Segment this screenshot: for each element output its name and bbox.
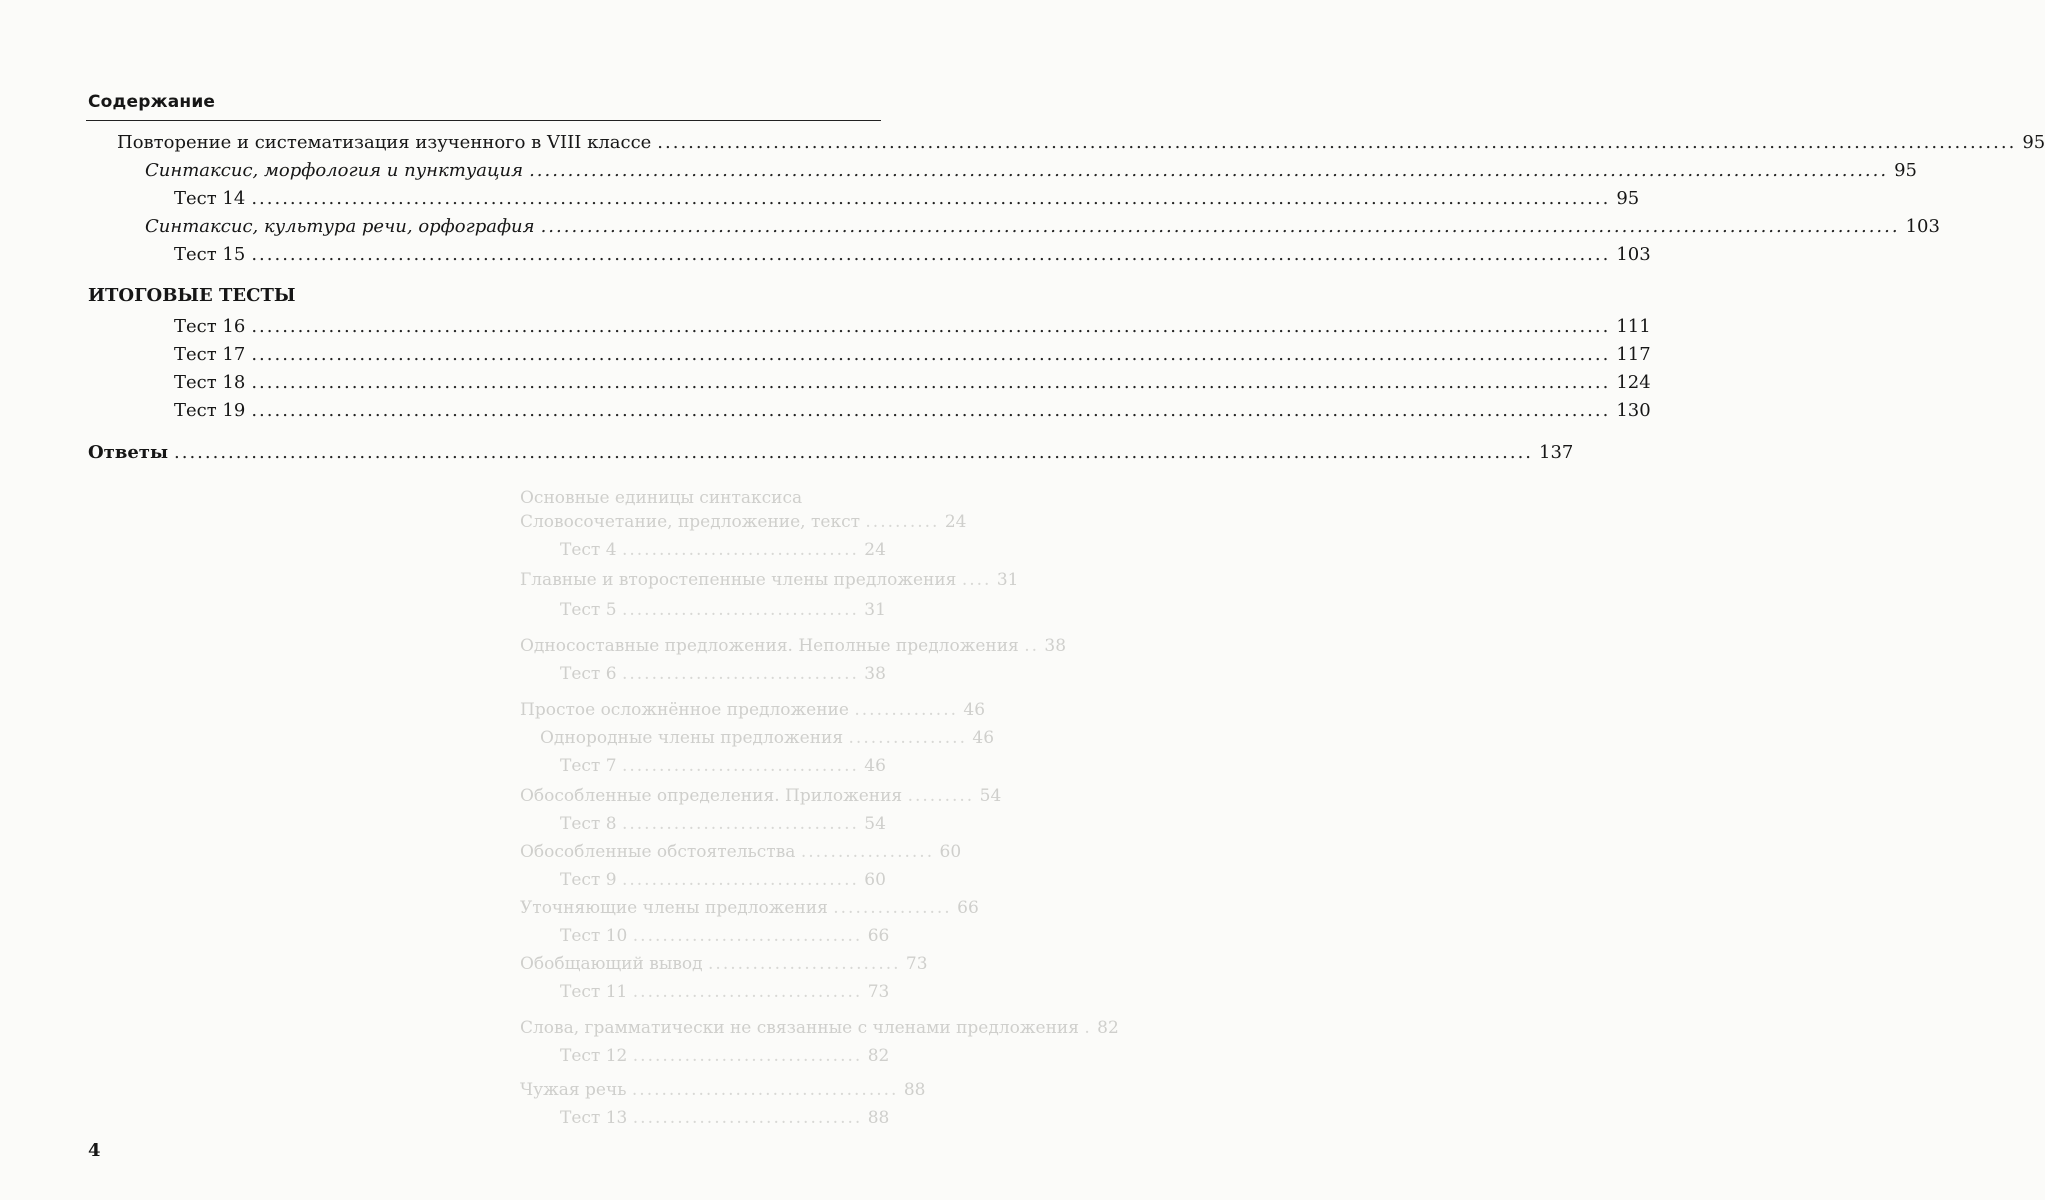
toc-entry-label: Тест 17 bbox=[174, 344, 246, 365]
page-number: 4 bbox=[88, 1140, 101, 1161]
toc-entry-label: Тест 16 bbox=[174, 316, 246, 337]
header-rule bbox=[86, 120, 881, 121]
toc-entry-label: Повторение и систематизация изученного в VIII классе bbox=[117, 132, 652, 153]
toc-entry-page: 103 bbox=[1905, 216, 1940, 237]
leader-dots bbox=[251, 244, 1610, 265]
leader-dots bbox=[541, 216, 1900, 237]
toc-entry-test-18 bbox=[174, 372, 1651, 398]
toc-entry-page: 95 bbox=[2022, 132, 2045, 153]
toc-entry-answers bbox=[88, 442, 1574, 468]
toc-entry-test-17 bbox=[174, 344, 1651, 370]
toc-entry-test-15 bbox=[174, 244, 1651, 270]
toc-entry-syntax-culture bbox=[145, 216, 1940, 242]
toc-entry-syntax-morphology bbox=[145, 160, 1917, 186]
toc-entry-label: Тест 18 bbox=[174, 372, 246, 393]
toc-entry-test-14 bbox=[174, 188, 1640, 214]
toc-entry-label: Тест 19 bbox=[174, 400, 246, 421]
leader-dots bbox=[251, 316, 1610, 337]
toc-entry-page: 95 bbox=[1616, 188, 1640, 209]
toc-entry-test-19 bbox=[174, 400, 1651, 426]
toc-entry-page: 111 bbox=[1616, 316, 1651, 337]
toc-entry-review bbox=[117, 132, 2045, 158]
toc-entry-label: Ответы bbox=[88, 442, 168, 463]
contents-heading: Содержание bbox=[88, 92, 216, 112]
book-page: Основные единицы синтаксиса Словосочетание, предложение, текст .......... 24 Тест 4 ................................ 24 Главные и второстепенные члены предложения .... 31 Тест 5 ................................ 31 Односоставные предложения. Неполные предложения .. 38 Тест 6 ................................ 38 Простое осложнённое предложение .............. 46 Однородные члены предложения ................ 46 Тест 7 ................................ 46 Обособленные определения. Приложения ......... 54 Тест 8 ................................ 54 Обособленные обстоятельства .................. 60 Тест 9 ................................ 60 Уточняющие члены предложения ................ 66 Тест 10 ............................... 66 Обобщающий вывод .......................... 73 Тест 11 ............................... 73 Слова, грамматически не связанные с членами предложения . 82 Тест 12 ............................... 82 Чужая речь .................................... 88 Тест 13 ............................... 88 Содержание Повторение и систематизация изученного в VIII классе ..... 95 Синтаксис, морфология и пунктуация ..... 95 Тест 14 ..... 95 Синтаксис, культура речи, орфография ..... 103 Тест 15 ..... 103 ИТОГОВЫЕ ТЕСТЫ Тест 16 ..... 111 Тест 17 ..... 117 Тест 18 ..... 124 Тест 19 ..... 130 Ответы ..... 137 4 bbox=[0, 0, 900, 1200]
toc-entry-label: Синтаксис, культура речи, орфография bbox=[145, 216, 535, 237]
toc-entry-test-16 bbox=[174, 316, 1651, 342]
toc-entry-label: Тест 15 bbox=[174, 244, 246, 265]
leader-dots bbox=[657, 132, 2016, 153]
section-title-final-tests: ИТОГОВЫЕ ТЕСТЫ bbox=[88, 285, 296, 306]
toc-entry-page: 103 bbox=[1616, 244, 1651, 265]
leader-dots bbox=[174, 442, 1533, 463]
leader-dots bbox=[251, 400, 1610, 421]
toc-entry-page: 95 bbox=[1894, 160, 1917, 181]
toc-entry-page: 124 bbox=[1616, 372, 1651, 393]
toc-entry-label: Синтаксис, морфология и пунктуация bbox=[145, 160, 524, 181]
leader-dots bbox=[251, 188, 1610, 209]
toc-entry-label: Тест 14 bbox=[174, 188, 246, 209]
leader-dots bbox=[251, 372, 1610, 393]
leader-dots bbox=[251, 344, 1610, 365]
toc-entry-page: 117 bbox=[1616, 344, 1651, 365]
toc-entry-page: 137 bbox=[1539, 442, 1574, 463]
toc-entry-page: 130 bbox=[1616, 400, 1651, 421]
leader-dots bbox=[529, 160, 1888, 181]
